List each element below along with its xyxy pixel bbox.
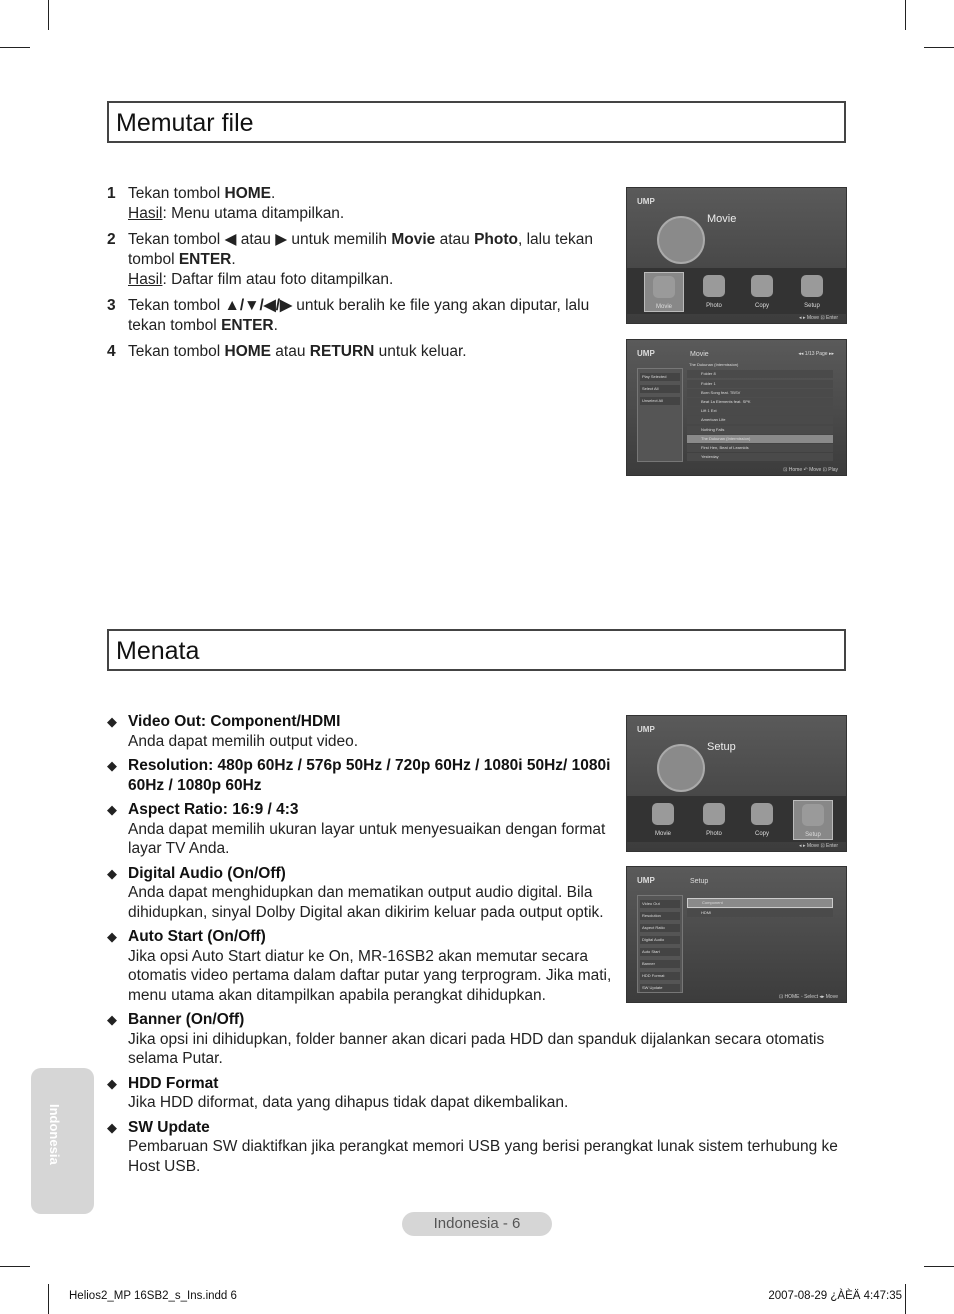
diamond-icon: ◆	[107, 929, 117, 944]
step-text: atau	[435, 231, 475, 248]
crop-mark	[905, 1284, 906, 1314]
diamond-icon: ◆	[107, 802, 117, 817]
step-key: ENTER	[178, 251, 232, 268]
crop-mark	[48, 0, 49, 30]
result-text: : Daftar film atau foto ditampilkan.	[162, 271, 394, 288]
step-number: 3	[107, 297, 116, 314]
ump-logo: UMP	[637, 197, 655, 206]
diamond-icon: ◆	[107, 1075, 117, 1091]
step-text: atau	[271, 343, 310, 360]
movie-icon: Movie	[644, 800, 682, 838]
step-text: .	[271, 185, 276, 202]
setting-item	[107, 1010, 847, 1069]
step-key: Photo	[474, 231, 518, 248]
diamond-icon: ◆	[107, 1119, 117, 1135]
crop-mark	[48, 1284, 49, 1314]
setting-item	[107, 927, 618, 1005]
setting-description: Pembaruan SW diaktifkan jika perangkat memori USB yang berisi perangkat lunak sistem terhubung ke Host USB.	[128, 1138, 838, 1175]
setup-icon: Setup	[793, 800, 833, 840]
side-tab-label: Indonesia	[47, 1104, 62, 1165]
setting-description: Anda dapat memilih ukuran layar untuk menyesuaikan dengan format layar TV Anda.	[128, 820, 606, 857]
step-number: 1	[107, 185, 116, 202]
language-side-tab	[31, 1068, 94, 1214]
step-text: untuk beralih ke file yang akan diputar, lalu tekan tombol	[128, 297, 590, 334]
print-footer-date: 2007-08-29 ¿ÀÈÄ 4:47:35	[768, 1290, 902, 1302]
result-text: : Menu utama ditampilkan.	[162, 205, 345, 222]
diamond-icon: ◆	[107, 758, 117, 773]
setting-description: Jika opsi Auto Start diatur ke On, MR-16SB2 akan memutar secara otomatis video pertama dalam daftar putar yang terprogram. Jika mati, menu utama akan ditampilkan apabila perangkat dihidupkan.	[128, 947, 612, 1004]
step-text: Tekan tombol	[128, 343, 225, 360]
screen-footer: ◂ ▸ Move ⊡ Enter	[799, 315, 838, 321]
step-2	[107, 230, 619, 290]
result-label: Hasil	[128, 205, 163, 222]
screen-title: Setup	[707, 741, 736, 753]
setting-heading: Banner (On/Off)	[128, 1011, 245, 1028]
crop-mark	[0, 1266, 30, 1267]
film-reel-icon	[657, 216, 705, 264]
section-header-memutar	[107, 101, 846, 143]
setting-item	[107, 756, 618, 795]
setting-heading: Video Out: Component/HDMI	[128, 713, 341, 730]
step-3	[107, 296, 619, 336]
step-1	[107, 184, 619, 224]
step-key: RETURN	[309, 343, 375, 360]
side-menu: Play Selected Select All Unselect All	[637, 368, 683, 462]
ump-logo: UMP	[637, 725, 655, 734]
screen-footer: ◂ ▸ Move ⊡ Enter	[799, 843, 838, 849]
setting-heading: SW Update	[128, 1118, 210, 1136]
setting-item	[107, 1118, 847, 1177]
crop-mark	[905, 0, 906, 30]
step-text: untuk keluar.	[374, 343, 467, 360]
diamond-icon: ◆	[107, 865, 117, 881]
copy-icon: Copy	[743, 272, 781, 310]
crop-mark	[0, 47, 30, 48]
print-footer-file: Helios2_MP 16SB2_s_Ins.indd 6	[69, 1290, 237, 1302]
screen-title: Movie	[690, 351, 709, 358]
step-number: 4	[107, 343, 116, 360]
step-key: ▲/▼/◀/▶	[224, 297, 292, 314]
steps-list	[107, 184, 619, 368]
crop-mark	[924, 1266, 954, 1267]
photo-icon: Photo	[695, 272, 733, 310]
ump-logo: UMP	[637, 349, 655, 358]
file-list: The Dukunan (Intermission) Folder 8 Folder 1 Born Song feat. TBSV Beat 1a Elements feat. SPK Lift 1 Ext American Life Nothing Falls The Dukunan (Intermission) First Hen, Beat of Learnids Yesterday	[687, 360, 833, 454]
section-header-menata	[107, 629, 846, 671]
screenshot-home-setup	[626, 715, 847, 852]
movie-icon: Movie	[644, 272, 684, 312]
gear-icon	[657, 744, 705, 792]
diamond-icon: ◆	[107, 714, 117, 729]
option-list: Component HDMI	[687, 897, 833, 991]
setting-description: Jika opsi ini dihidupkan, folder banner akan dicari pada HDD dan spanduk dijalankan secara otomatis selama Putar.	[128, 1030, 825, 1067]
step-text: Tekan tombol	[128, 297, 225, 314]
copy-icon: Copy	[743, 800, 781, 838]
screen-footer: ⊡ Home ↶ Move ⊡ Play	[783, 467, 838, 473]
screen-title: Movie	[707, 213, 737, 225]
setting-heading: HDD Format	[128, 1074, 219, 1092]
result-label: Hasil	[128, 271, 163, 288]
setting-item	[107, 864, 618, 923]
setting-item	[107, 712, 618, 751]
setting-description: Anda dapat memilih output video.	[128, 732, 359, 750]
step-number: 2	[107, 231, 116, 248]
diamond-icon: ◆	[107, 1012, 117, 1027]
step-key: ENTER	[221, 317, 274, 334]
step-text: , lalu tekan tombol	[128, 231, 593, 268]
setting-description: Anda dapat menghidupkan dan mematikan output audio digital. Bila dihidupkan, sinyal Dolby Digital akan dikirim keluar pada output optik.	[128, 884, 604, 921]
setting-description: Jika HDD diformat, data yang dihapus tidak dapat dikembalikan.	[128, 1094, 569, 1111]
step-key: HOME	[224, 343, 271, 360]
photo-icon: Photo	[695, 800, 733, 838]
page-number: Indonesia - 6	[402, 1212, 552, 1236]
section-title: Memutar file	[116, 109, 254, 137]
setting-heading: Resolution: 480p 60Hz / 576p 50Hz / 720p 60Hz / 1080i 50Hz/ 1080i 60Hz / 1080p 60Hz	[128, 757, 611, 794]
step-key: HOME	[224, 185, 271, 202]
screenshot-setup-list	[626, 866, 847, 1003]
setup-icon: Setup	[793, 272, 831, 310]
setting-item	[107, 800, 618, 859]
screen-footer: ⊡ HOME ◦ Select ◂▸ Move	[778, 994, 838, 1000]
ump-logo: UMP	[637, 876, 655, 885]
setting-heading: Digital Audio (On/Off)	[128, 864, 286, 882]
screen-title: Setup	[690, 878, 709, 885]
step-text: Tekan tombol ◀ atau ▶ untuk memilih	[128, 231, 392, 248]
step-text: .	[231, 251, 236, 268]
step-4	[107, 342, 619, 362]
step-key: Movie	[391, 231, 436, 248]
screenshot-home-movie	[626, 187, 847, 324]
crop-mark	[924, 47, 954, 48]
side-menu: Video Out Resolution Aspect Ratio Digital Audio Auto Start Banner HDD Format SW Update	[637, 895, 683, 993]
setting-heading: Auto Start (On/Off)	[128, 928, 266, 945]
screenshot-movie-list	[626, 339, 847, 476]
page-indicator: ◂◂ 1/13 Page ▸▸	[798, 351, 834, 357]
setting-heading: Aspect Ratio: 16:9 / 4:3	[128, 801, 299, 818]
step-text: Tekan tombol	[128, 185, 225, 202]
step-text: .	[273, 317, 278, 334]
section-title: Menata	[116, 637, 200, 665]
setting-item	[107, 1074, 847, 1113]
